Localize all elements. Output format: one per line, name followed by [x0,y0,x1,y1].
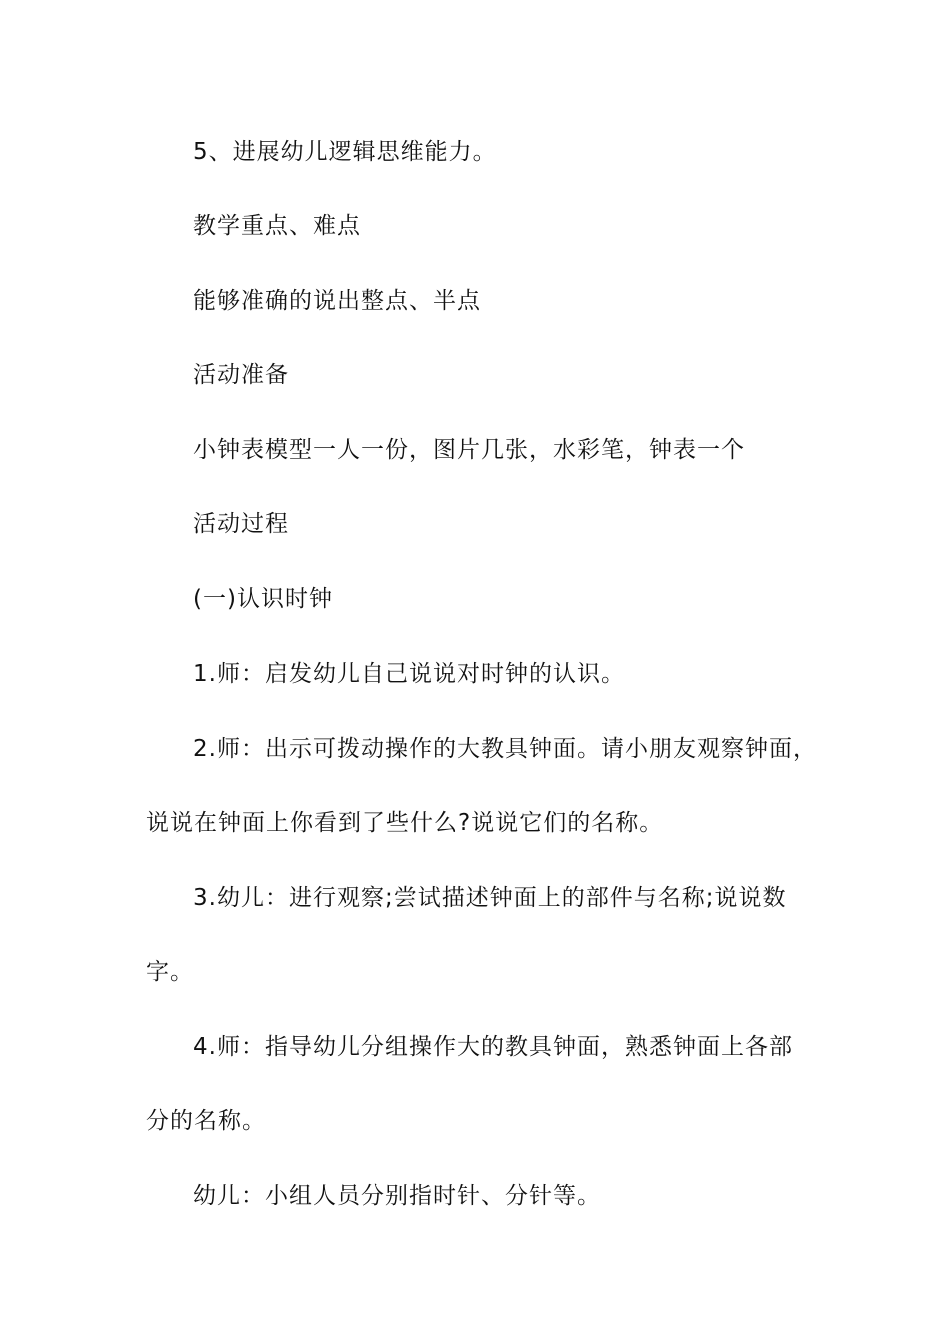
paragraph-step-2-line-2: 说说在钟面上你看到了些什么?说说它们的名称。 [146,810,664,836]
paragraph-step-1: 1.师：启发幼儿自己说说对时钟的认识。 [193,661,625,687]
paragraph-key-points: 能够准确的说出整点、半点 [193,288,481,314]
heading-process: 活动过程 [193,511,289,537]
paragraph-step-4-line-1: 4.师：指导幼儿分组操作大的教具钟面，熟悉钟面上各部 [193,1034,793,1060]
paragraph-step-2-line-1: 2.师：出示可拨动操作的大教具钟面。请小朋友观察钟面， [193,736,817,762]
paragraph-preparation: 小钟表模型一人一份，图片几张，水彩笔，钟表一个 [193,437,745,463]
heading-key-points: 教学重点、难点 [193,213,361,239]
paragraph-step-3-line-2: 字。 [146,959,194,985]
paragraph-step-4-line-2: 分的名称。 [146,1108,266,1134]
paragraph-step-3-line-1: 3.幼儿：进行观察;尝试描述钟面上的部件与名称;说说数 [193,885,787,911]
paragraph-goal-5: 5、进展幼儿逻辑思维能力。 [193,139,497,165]
heading-preparation: 活动准备 [193,362,289,388]
subheading-know-clock: (一)认识时钟 [193,586,333,612]
paragraph-children-response: 幼儿：小组人员分别指时针、分针等。 [193,1183,601,1209]
